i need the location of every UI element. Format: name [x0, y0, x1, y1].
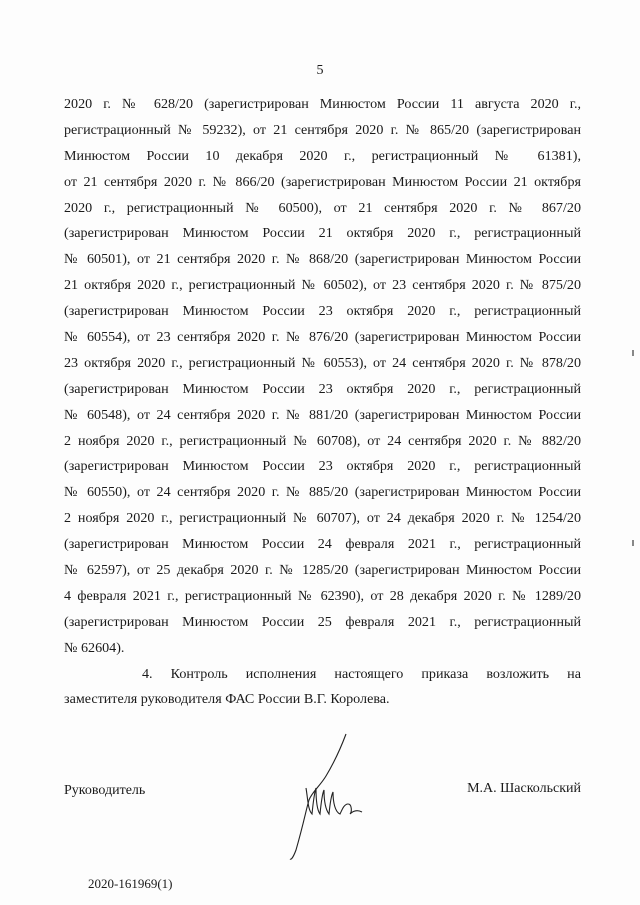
document-registration-number: 2020-161969(1): [88, 876, 173, 891]
text-line: Минюстом России 10 декабря 2020 г., регистрационный № 61381),: [64, 147, 581, 164]
text-line: регистрационный № 59232), от 21 сентября 2020 г. № 865/20 (зарегистрирован: [64, 121, 581, 138]
signatory-name: М.А. Шаскольский: [467, 781, 581, 796]
text-line: 4 февраля 2021 г., регистрационный № 62390), от 28 декабря 2020 г. № 1289/20: [64, 587, 581, 604]
text-line: 2 ноября 2020 г., регистрационный № 60707), от 24 декабря 2020 г. № 1254/20: [64, 510, 581, 527]
text-line: (зарегистрирован Минюстом России 23 октября 2020 г., регистрационный: [64, 303, 581, 320]
text-line: 2 ноября 2020 г., регистрационный № 60708), от 24 сентября 2020 г. № 882/20: [64, 432, 581, 449]
text-line: (зарегистрирован Минюстом России 23 октября 2020 г., регистрационный: [64, 380, 581, 397]
text-line: № 60501), от 21 сентября 2020 г. № 868/20 (зарегистрирован Минюстом России: [64, 251, 581, 268]
handwritten-signature: [282, 730, 372, 860]
text-line: № 60554), от 23 сентября 2020 г. № 876/20 (зарегистрирован Минюстом России: [64, 329, 581, 346]
text-line: № 62597), от 25 декабря 2020 г. № 1285/20 (зарегистрирован Минюстом России: [64, 562, 581, 579]
text-line: № 60548), от 24 сентября 2020 г. № 881/20 (зарегистрирован Минюстом России: [64, 406, 581, 423]
signatory-role: Руководитель: [64, 783, 146, 798]
text-line: 21 октября 2020 г., регистрационный № 60502), от 23 сентября 2020 г. № 875/20: [64, 277, 581, 294]
scan-edge-mark: [632, 540, 634, 546]
text-line: (зарегистрирован Минюстом России 24 февраля 2021 г., регистрационный: [64, 536, 581, 553]
item-4-line: 4. Контроль исполнения настоящего приказа возложить на: [142, 665, 581, 682]
page-number: 5: [316, 63, 324, 78]
text-line: от 21 сентября 2020 г. № 866/20 (зарегистрирован Минюстом России 21 октября: [64, 173, 581, 190]
text-line: 2020 г. № 628/20 (зарегистрирован Минюстом России 11 августа 2020 г.,: [64, 96, 581, 112]
text-line: 23 октября 2020 г., регистрационный № 60553), от 24 сентября 2020 г. № 878/20: [64, 354, 581, 371]
text-line: (зарегистрирован Минюстом России 21 октября 2020 г., регистрационный: [64, 225, 581, 242]
item-4-line: заместителя руководителя ФАС России В.Г. Королева.: [64, 691, 390, 708]
scan-edge-mark: [632, 350, 634, 356]
text-line: № 60550), от 24 сентября 2020 г. № 885/20 (зарегистрирован Минюстом России: [64, 484, 581, 501]
document-body: [64, 92, 581, 713]
text-line: (зарегистрирован Минюстом России 23 октября 2020 г., регистрационный: [64, 458, 581, 475]
text-line: № 62604).: [64, 639, 125, 656]
text-line: 2020 г., регистрационный № 60500), от 21 сентября 2020 г. № 867/20: [64, 199, 581, 216]
text-line: (зарегистрирован Минюстом России 25 февраля 2021 г., регистрационный: [64, 613, 581, 630]
